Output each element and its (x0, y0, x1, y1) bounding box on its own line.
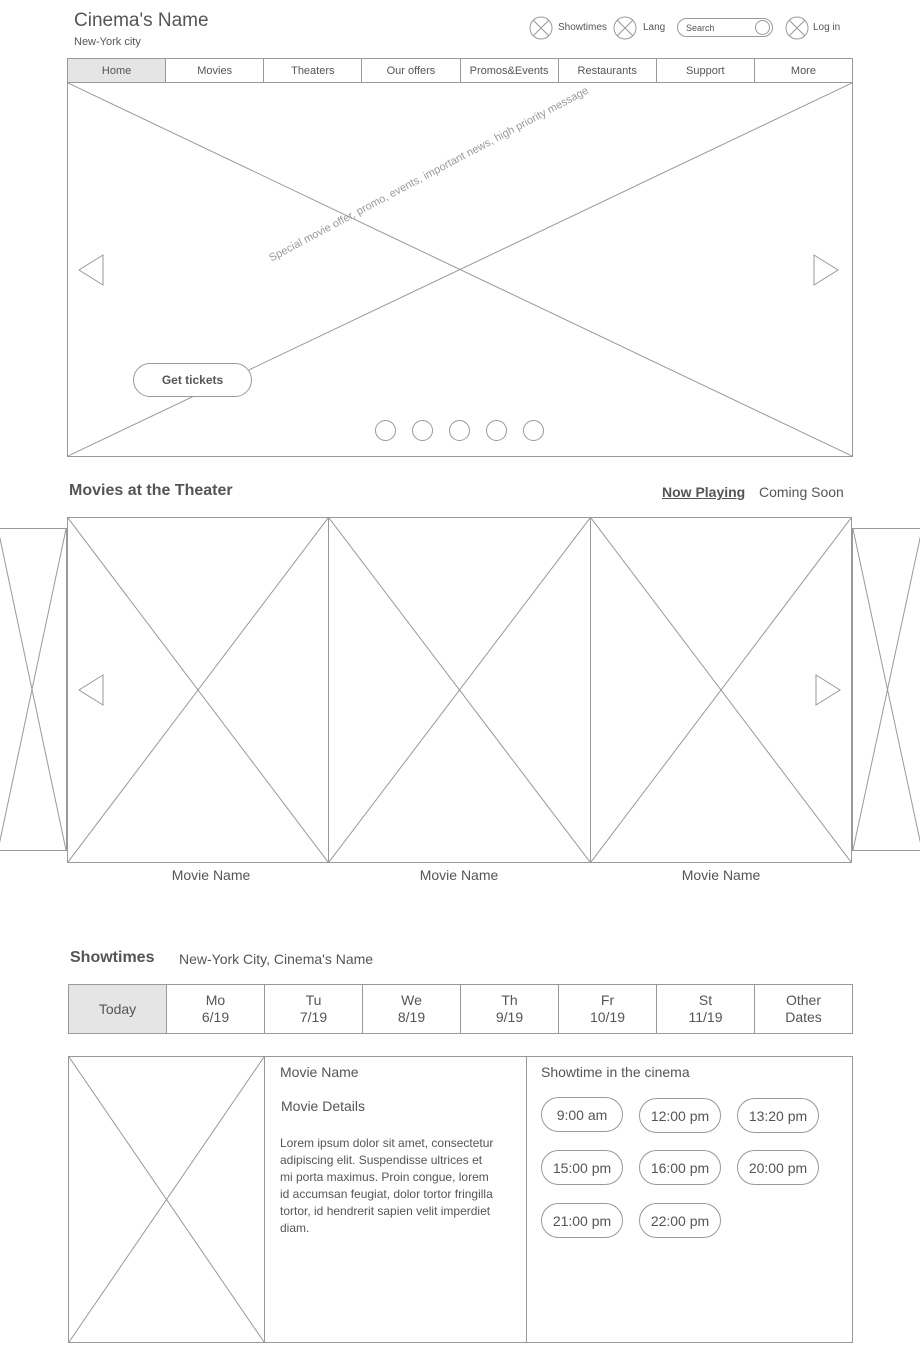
tab-now-playing[interactable]: Now Playing (662, 484, 746, 500)
nav-item-support[interactable]: Support (657, 59, 755, 82)
nav-item-theaters[interactable]: Theaters (264, 59, 362, 82)
main-nav (67, 58, 853, 83)
showtime-button[interactable]: 15:00 pm (541, 1150, 623, 1185)
day-tab[interactable] (461, 985, 559, 1033)
login-link[interactable]: Log in (813, 22, 841, 33)
day-tab-today[interactable] (69, 985, 167, 1033)
user-icon[interactable] (785, 16, 809, 40)
search-box[interactable] (677, 18, 773, 37)
showtime-button[interactable]: 9:00 am (541, 1097, 623, 1132)
movie-thumbnail[interactable] (69, 1057, 265, 1342)
tab-coming-soon[interactable]: Coming Soon (759, 484, 844, 500)
hero-message: Special movie offer, promo, events, important news, high priority message (267, 84, 591, 265)
search-input[interactable] (686, 20, 750, 35)
detail-movie-name[interactable]: Movie Name (280, 1064, 359, 1080)
movie-poster[interactable] (67, 517, 329, 863)
hero-next-arrow-icon[interactable] (812, 253, 840, 287)
nav-item-home[interactable]: Home (68, 59, 166, 82)
day-label: Tu (305, 992, 322, 1008)
detail-movie-details[interactable]: Movie Details (281, 1098, 366, 1114)
cinema-name[interactable]: Cinema's Name (74, 10, 209, 31)
nav-item-movies[interactable]: Movies (166, 59, 264, 82)
day-date: 11/19 (688, 1009, 723, 1025)
movies-section-title: Movies at the Theater (69, 482, 233, 499)
day-label: St (698, 992, 713, 1008)
day-date: 8/19 (397, 1009, 426, 1025)
movie-name[interactable]: Movie Name (681, 867, 761, 883)
day-date: Dates (785, 1009, 822, 1025)
nav-item-more[interactable]: More (790, 64, 816, 77)
day-label: Fr (600, 992, 615, 1008)
day-label: Mo (205, 992, 226, 1008)
day-tab[interactable] (657, 985, 755, 1033)
day-label: Th (501, 992, 518, 1008)
carousel-dot[interactable] (412, 420, 433, 441)
language-icon[interactable] (613, 16, 637, 40)
day-date: 10/19 (589, 1009, 626, 1025)
showtime-button[interactable]: 22:00 pm (639, 1203, 721, 1238)
get-tickets-button[interactable]: Get tickets (133, 363, 252, 397)
showtimes-section-title: Showtimes (70, 949, 155, 966)
day-tab-other-dates[interactable] (755, 985, 852, 1033)
showtime-cinema-title: Showtime in the cinema (541, 1064, 690, 1080)
day-tab[interactable] (167, 985, 265, 1033)
day-label: Today (98, 1000, 137, 1017)
hero-banner-image (67, 82, 853, 457)
day-label: Other (785, 992, 821, 1008)
showtime-button[interactable]: 13:20 pm (737, 1098, 819, 1133)
showtimes-icon[interactable] (529, 16, 553, 40)
nav-item-promos[interactable]: Promos&Events (461, 59, 559, 82)
showtime-button[interactable]: 12:00 pm (639, 1098, 721, 1133)
showtime-button[interactable]: 20:00 pm (737, 1150, 819, 1185)
day-date: 7/19 (299, 1009, 328, 1025)
carousel-dot[interactable] (486, 420, 507, 441)
date-selector (68, 984, 853, 1034)
showtimes-link[interactable]: Showtimes (558, 22, 607, 33)
movie-name[interactable]: Movie Name (419, 867, 499, 883)
movies-prev-arrow-icon[interactable] (77, 673, 105, 707)
day-tab[interactable] (265, 985, 363, 1033)
hero-prev-arrow-icon[interactable] (77, 253, 105, 287)
movie-name[interactable]: Movie Name (171, 867, 251, 883)
nav-item-restaurants[interactable]: Restaurants (559, 59, 657, 82)
nav-item-offers[interactable]: Our offers (362, 59, 460, 82)
language-link[interactable]: Lang (643, 22, 666, 33)
showtimes-location[interactable]: New-York City, Cinema's Name (179, 951, 374, 967)
showtime-button[interactable]: 16:00 pm (639, 1150, 721, 1185)
day-date: 6/19 (201, 1009, 230, 1025)
day-label: We (401, 992, 422, 1008)
day-tab[interactable] (559, 985, 657, 1033)
movie-description: Lorem ipsum dolor sit amet, consectetur adipiscing elit. Suspendisse ultrices et mi porta maximus. Proin congue, lorem id accumsan feugiat, dolor tortor fringilla tortor, id hendrerit sapien velit imperdiet diam. (280, 1136, 494, 1235)
search-icon[interactable] (755, 20, 770, 35)
day-date: 9/19 (495, 1009, 524, 1025)
carousel-dot[interactable] (375, 420, 396, 441)
carousel-dot[interactable] (523, 420, 544, 441)
movie-poster-partial-left[interactable] (0, 528, 67, 851)
movie-poster[interactable] (590, 517, 852, 863)
movie-poster-partial-right[interactable] (852, 528, 920, 851)
movies-next-arrow-icon[interactable] (814, 673, 842, 707)
cinema-city: New-York city (74, 36, 141, 48)
day-tab[interactable] (363, 985, 461, 1033)
showtime-button[interactable]: 21:00 pm (541, 1203, 623, 1238)
column-divider (526, 1057, 527, 1342)
movie-poster[interactable] (328, 517, 591, 863)
carousel-dot[interactable] (449, 420, 470, 441)
